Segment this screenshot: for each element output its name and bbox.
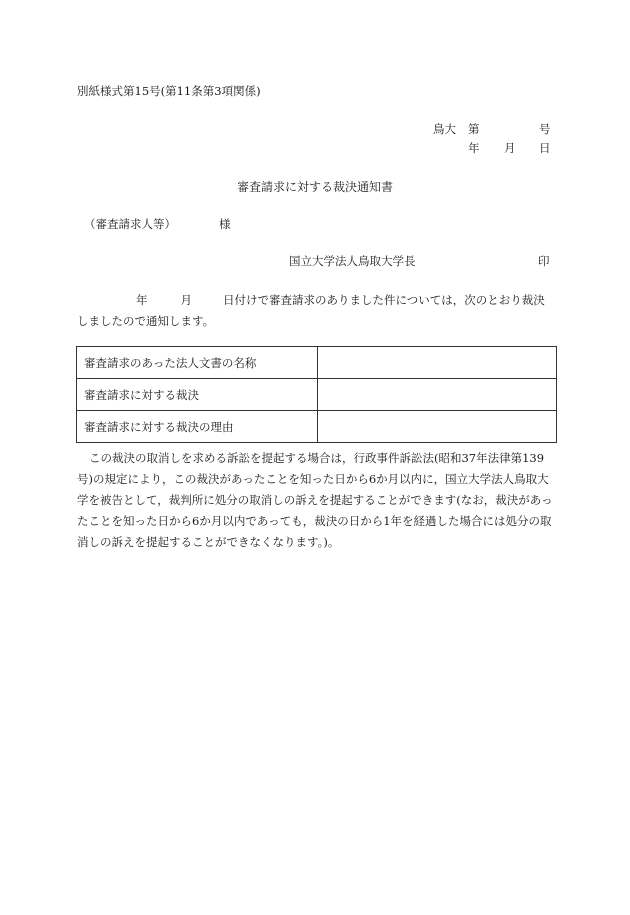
reference-dai: 第 xyxy=(468,122,480,136)
seal-mark: 印 xyxy=(538,254,550,268)
date-day: 日 xyxy=(539,141,551,155)
row-label-decision-reason: 審査請求に対する裁決の理由 xyxy=(77,411,318,443)
reference-prefix: 鳥大 xyxy=(433,122,456,136)
row-value-document-name xyxy=(318,347,557,379)
issuer-name: 国立大学法人鳥取大学長 xyxy=(289,254,416,268)
body-text: 日付けで審査請求のありました件については，次のとおり裁決しましたので通知します。 xyxy=(77,293,545,328)
body-paragraph xyxy=(77,290,553,332)
table-row xyxy=(77,379,557,411)
decision-table xyxy=(76,346,557,443)
recipient-honorific: 様 xyxy=(219,217,231,231)
form-number: 別紙様式第15号(第11条第3項関係) xyxy=(77,84,261,98)
document-title: 審査請求に対する裁決通知書 xyxy=(236,180,393,194)
recipient-label: （審査請求人等） xyxy=(84,217,176,231)
row-label-decision: 審査請求に対する裁決 xyxy=(77,379,318,411)
body-year: 年 xyxy=(136,293,148,307)
table-row xyxy=(77,347,557,379)
appeal-notice: この裁決の取消しを求める訴訟を提起する場合は，行政事件訴訟法(昭和37年法律第139号)の規定により，この裁決があったことを知った日から6か月以内に，国立大学法人鳥取大学を被告として，裁判所に処分の取消しの訴えを提起することができます(なお，裁決があったことを知った日から6か月以内であっても，裁決の日から1年を経過した場合には処分の取消しの訴えを提起することができなくなります。)。 xyxy=(77,451,553,549)
body-month: 月 xyxy=(180,293,192,307)
row-value-decision-reason xyxy=(318,411,557,443)
date-month: 月 xyxy=(504,141,516,155)
date-year: 年 xyxy=(468,141,480,155)
row-label-document-name: 審査請求のあった法人文書の名称 xyxy=(77,347,318,379)
table-row xyxy=(77,411,557,443)
row-value-decision xyxy=(318,379,557,411)
reference-go: 号 xyxy=(539,122,551,136)
